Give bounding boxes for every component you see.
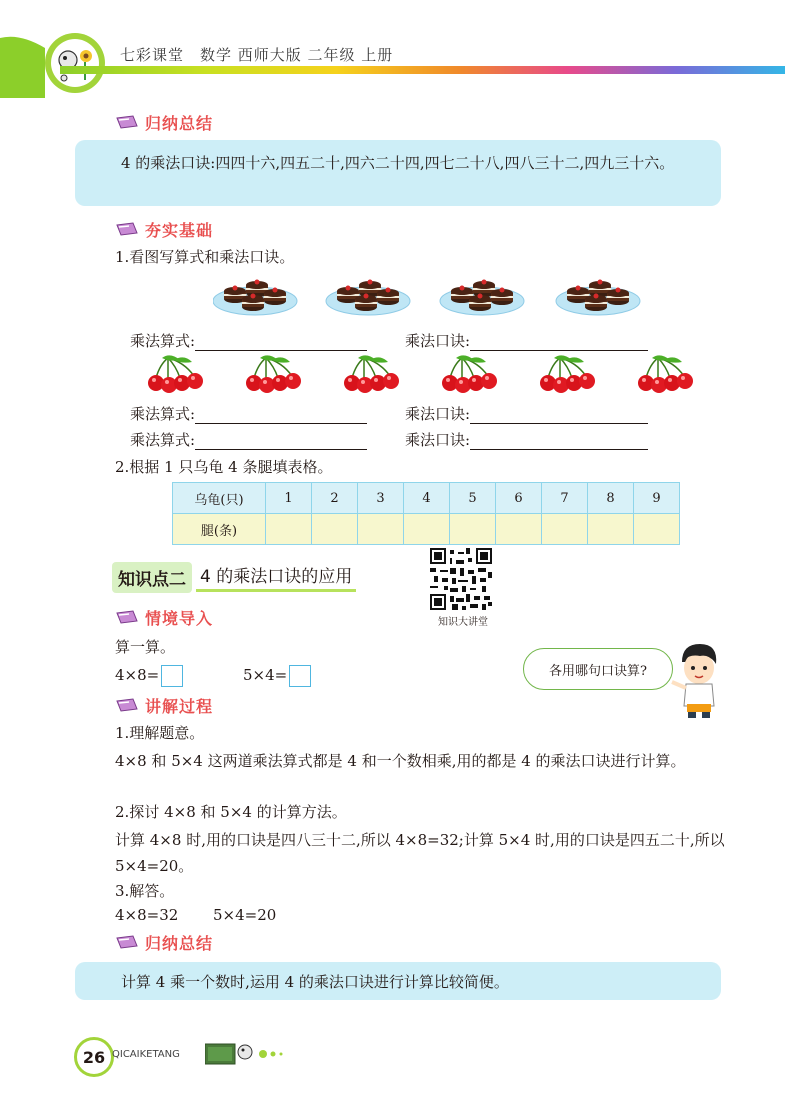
boy-figure	[668, 640, 728, 724]
formula-row-2	[130, 403, 367, 424]
explain-answer-2: 5×4=20	[213, 906, 277, 924]
rhyme-blank[interactable]	[470, 336, 648, 351]
section-basics	[115, 217, 213, 241]
section-tag-icon	[115, 221, 139, 237]
formula-blank[interactable]	[195, 435, 367, 450]
section-summary-1	[115, 110, 213, 134]
section-summary-2	[115, 930, 213, 954]
answer-box[interactable]	[161, 665, 183, 687]
situation-eq2	[243, 665, 311, 687]
section-situation	[115, 605, 213, 629]
speech-bubble	[523, 648, 673, 690]
rhyme-label: 乘法口诀:	[405, 431, 471, 449]
formula-label: 乘法算式:	[130, 405, 196, 423]
formula-blank[interactable]	[195, 336, 367, 351]
rhyme-row-2	[405, 403, 648, 424]
header-rainbow-bar	[60, 66, 785, 74]
page-number: 26	[74, 1037, 114, 1077]
boy-icon	[668, 640, 728, 720]
footer-mascot	[205, 1038, 295, 1072]
qr-code[interactable]	[430, 548, 492, 614]
table-answer-cell[interactable]	[542, 514, 588, 545]
section-tag-icon	[115, 697, 139, 713]
table-cell: 4	[404, 483, 450, 514]
section-explain	[115, 693, 213, 717]
rhyme-blank[interactable]	[470, 409, 648, 424]
situation-eq1	[115, 665, 183, 687]
formula-row-3	[130, 429, 367, 450]
section-label: 情境导入	[145, 608, 214, 628]
knowledge-point-heading	[112, 563, 356, 591]
formula-blank[interactable]	[195, 409, 367, 424]
explain-answer-1: 4×8=32	[115, 906, 179, 924]
table-answer-cell[interactable]	[588, 514, 634, 545]
footer-mascot-icon	[205, 1038, 295, 1068]
cherries-illustration	[148, 354, 708, 394]
rhyme-row-1	[405, 330, 648, 351]
table-cell: 6	[496, 483, 542, 514]
table-answer-cell[interactable]	[358, 514, 404, 545]
section-label: 归纳总结	[145, 113, 214, 133]
question-1-title: 1.看图写算式和乘法口诀。	[115, 248, 295, 266]
qr-code-icon	[430, 548, 492, 610]
table-answer-cell[interactable]	[404, 514, 450, 545]
formula-row-1	[130, 330, 367, 351]
formula-label: 乘法算式:	[130, 332, 196, 350]
summary-text: 4 的乘法口诀:四四十六,四五二十,四六二十四,四七二十八,四八三十二,四九三十六。	[121, 154, 675, 172]
section-tag-icon	[115, 934, 139, 950]
section-label: 讲解过程	[145, 696, 214, 716]
table-answer-cell[interactable]	[634, 514, 680, 545]
summary-box-2	[75, 962, 721, 1000]
table-cell: 5	[450, 483, 496, 514]
table-cell: 7	[542, 483, 588, 514]
section-label: 归纳总结	[145, 933, 214, 953]
table-cell: 1	[266, 483, 312, 514]
table-cell: 3	[358, 483, 404, 514]
table-cell: 9	[634, 483, 680, 514]
turtle-legs-table	[172, 482, 680, 545]
question-2-title: 2.根据 1 只乌龟 4 条腿填表格。	[115, 458, 333, 476]
explain-step-2-text: 计算 4×8 时,用的口诀是四八三十二,所以 4×8=32;计算 5×4 时,用的口诀是四五二十,所以 5×4=20。	[115, 831, 725, 875]
explain-step-1-text: 4×8 和 5×4 这两道乘法算式都是 4 和一个数相乘,用的都是 4 的乘法口诀进行计算。	[115, 752, 686, 770]
table-row-head: 腿(条)	[173, 514, 266, 545]
eq1-text: 4×8=	[115, 666, 160, 684]
qr-caption: 知识大讲堂	[438, 617, 488, 628]
header-title: 七彩课堂 数学 西师大版 二年级 上册	[120, 46, 394, 64]
eq2-text: 5×4=	[243, 666, 288, 684]
summary-box-1	[75, 140, 721, 206]
knowledge-point-tag: 知识点二	[112, 562, 192, 593]
cherries-row	[148, 354, 708, 398]
explain-step-1: 1.理解题意。	[115, 724, 205, 742]
cake-plates-row	[213, 275, 653, 323]
speech-bubble-text: 各用哪句口诀算?	[549, 663, 647, 679]
section-tag-icon	[115, 609, 139, 625]
knowledge-point-title: 4 的乘法口诀的应用	[196, 562, 356, 592]
formula-label: 乘法算式:	[130, 431, 196, 449]
situation-line: 算一算。	[115, 638, 176, 656]
summary-text: 计算 4 乘一个数时,运用 4 的乘法口诀进行计算比较简便。	[121, 973, 509, 991]
table-row-head: 乌龟(只)	[173, 483, 266, 514]
footer-brand: QICAIKETANG	[112, 1049, 180, 1060]
rhyme-label: 乘法口诀:	[405, 405, 471, 423]
answer-box[interactable]	[289, 665, 311, 687]
cake-plates-illustration	[213, 275, 653, 319]
section-label: 夯实基础	[145, 220, 214, 240]
explain-step-3: 3.解答。	[115, 882, 175, 900]
table-answer-cell[interactable]	[312, 514, 358, 545]
rhyme-row-3	[405, 429, 648, 450]
header-mascot-logo	[0, 28, 120, 102]
section-tag-icon	[115, 114, 139, 130]
table-answer-cell[interactable]	[450, 514, 496, 545]
table-cell: 2	[312, 483, 358, 514]
table-answer-cell[interactable]	[266, 514, 312, 545]
table-answer-cell[interactable]	[496, 514, 542, 545]
rhyme-label: 乘法口诀:	[405, 332, 471, 350]
table-cell: 8	[588, 483, 634, 514]
rhyme-blank[interactable]	[470, 435, 648, 450]
explain-step-2: 2.探讨 4×8 和 5×4 的计算方法。	[115, 803, 347, 821]
